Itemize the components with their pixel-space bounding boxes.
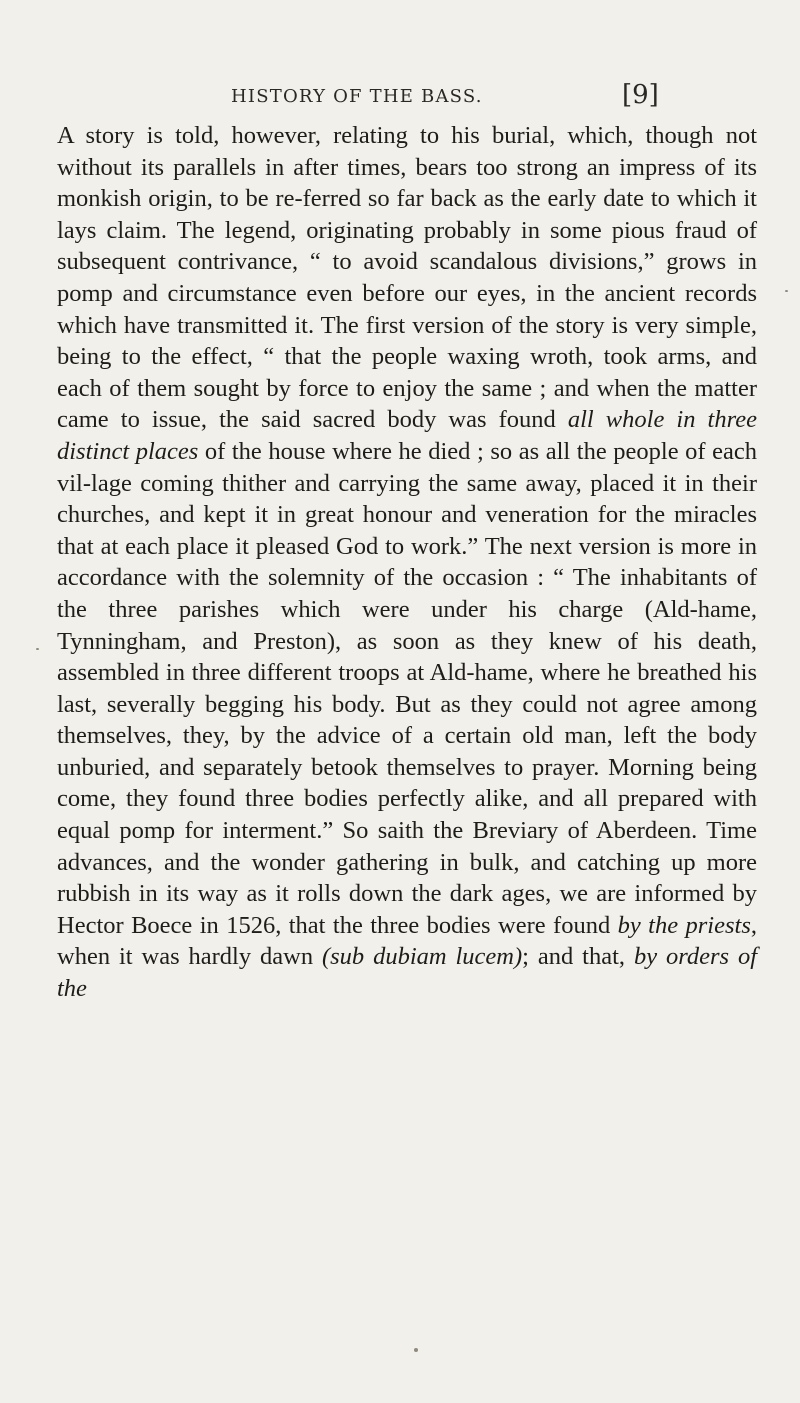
italic-phrase: by orders of the	[57, 943, 758, 1003]
text-run: of the house where he died ; so as all the people of each vil-lage coming thither and carrying the same away, placed it in their churches, and kept it in great honour and veneration for the miracles that at each place it pleased God to work.” The next version is more in accordance with the solemnity of the occasion : “ The inhabitants of the three parishes which were under his charge (Ald-hame, Tynningham, and Preston), as soon as they knew of his death, assembled in three different troops at Ald-hame, where he breathed his last, severally begging his body. But as they could not agree among themselves, they, by the advice of a certain old man, left the body unburied, and separately betook themselves to prayer. Morning being come, they found three bodies perfectly alike, and all prepared with equal pomp for interment.” So saith the Breviary of Aberdeen. Time advances, and the wonder gathering in bulk, and catching up more rubbish in its way as it rolls down the dark ages, we are informed by Hector Boece in 1526, that the three bodies were found	[57, 437, 757, 939]
running-title: HISTORY OF THE BASS.	[231, 86, 483, 107]
italic-phrase: by the priests	[617, 911, 751, 939]
page-number: [9]	[622, 80, 659, 110]
body-paragraph	[57, 120, 757, 1005]
paper-speck	[36, 648, 39, 650]
italic-phrase: (sub dubiam lucem)	[321, 943, 523, 971]
italic-phrase: all whole in three distinct places	[57, 406, 757, 465]
paper-speck	[414, 1348, 418, 1352]
text-run: , when it was hardly dawn	[57, 911, 757, 971]
text-run: ; and that,	[522, 943, 634, 971]
paper-speck	[785, 290, 788, 292]
text-run: A story is told, however, relating to his burial, which, though not without its parallels in after times, bears too strong an impress of its monkish origin, to be re-ferred so far back as the early date to which it lays claim. The legend, originating probably in some pious fraud of subsequent contrivance, “ to avoid scandalous divisions,” grows in pomp and circumstance even before our eyes, in the ancient records which have transmitted it. The first version of the story is very simple, being to the effect, “ that the people waxing wroth, took arms, and each of them sought by force to enjoy the same ; and when the matter came to issue, the said sacred body was found	[57, 122, 757, 434]
